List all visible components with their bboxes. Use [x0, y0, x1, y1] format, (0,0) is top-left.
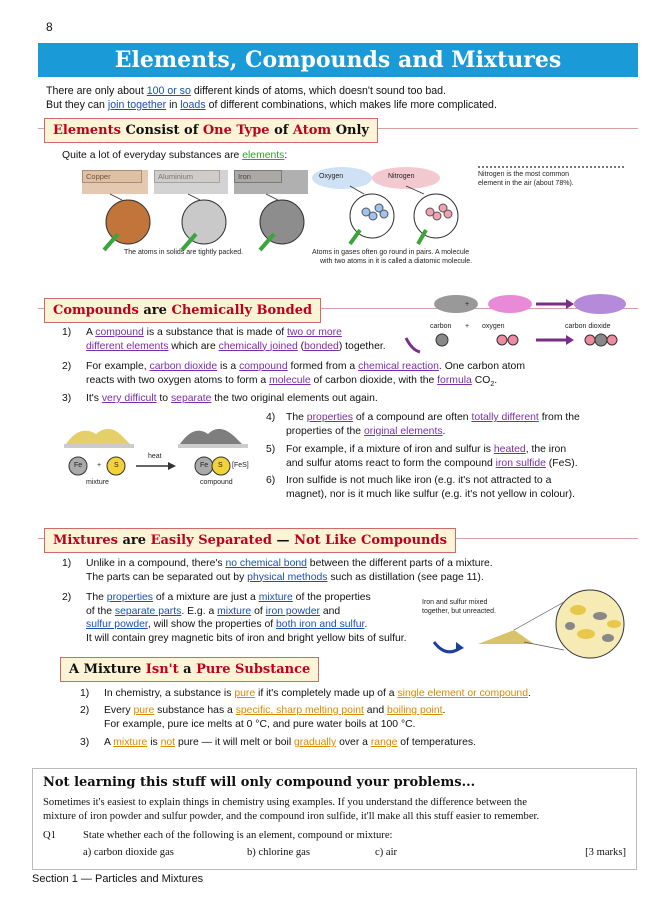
- nitrogen-label: Nitrogen: [388, 173, 415, 180]
- fes-formula-label: [FeS]: [232, 462, 249, 469]
- question-text: State whether each of the following is an element, compound or mixture:: [83, 830, 393, 841]
- compound-label: compound: [200, 479, 233, 486]
- fes-fe-label: Fe: [200, 462, 209, 469]
- pure-substance-heading: A Mixture Isn't a Pure Substance: [60, 657, 319, 682]
- nitrogen-note: Nitrogen is the most common element in the air (about 78%).: [478, 166, 624, 188]
- plus-sign: +: [97, 462, 102, 469]
- summary-body: Sometimes it's easiest to explain things in chemistry using examples. If you understand the difference between the mixture of iron powder and sulfur powder, and the compound iron sulfide, it'll make all this stuff easier to remember.: [43, 797, 540, 822]
- solid-atoms-illustration: [70, 166, 310, 246]
- iron-sulfur-mixture-illustration: [414, 586, 636, 666]
- intro-text: There are only about 100 or so different kinds of atoms, which doesn't sound too bad. But they can join together in loads of different combinations, which makes life more complicated.: [46, 85, 497, 111]
- section-footer: Section 1 — Particles and Mixtures: [32, 873, 204, 885]
- summary-heading: Not learning this stuff will only compound your problems...: [43, 775, 476, 790]
- s-atom-label: S: [114, 462, 119, 469]
- fe-atom-label: Fe: [74, 462, 83, 469]
- question-option-b: b) chlorine gas: [247, 847, 310, 858]
- mixture-diagram-caption-2: together, but unreacted.: [422, 608, 496, 615]
- summary-box: [32, 768, 637, 870]
- compounds-heading: Compounds are Chemically Bonded: [44, 298, 321, 323]
- oxygen-label: Oxygen: [319, 173, 344, 180]
- page-title: Elements, Compounds and Mixtures: [38, 43, 638, 77]
- mixture-diagram-caption-1: Iron and sulfur mixed: [422, 599, 488, 606]
- gas-caption-2: with two atoms in it is called a diatomic molecule.: [320, 258, 473, 265]
- elements-heading: Elements Consist of One Type of Atom Only: [44, 118, 378, 143]
- carbon-dioxide-label: carbon dioxide: [565, 323, 611, 330]
- carbon-label: carbon: [430, 323, 452, 330]
- heat-label: heat: [148, 453, 162, 460]
- solids-caption: The atoms in solids are tightly packed.: [124, 249, 244, 256]
- question-marks: [3 marks]: [585, 847, 626, 858]
- page-number: 8: [46, 20, 53, 34]
- question-option-a: a) carbon dioxide gas: [83, 847, 174, 858]
- gas-caption-1: Atoms in gases often go round in pairs. A molecule: [312, 249, 470, 256]
- mixture-label: mixture: [86, 479, 109, 486]
- oxygen-label: oxygen: [482, 323, 505, 330]
- plus-sign: +: [465, 301, 470, 308]
- elements-intro-line: Quite a lot of everyday substances are elements:: [62, 150, 288, 161]
- question-label: Q1: [43, 830, 56, 841]
- fes-s-label: S: [218, 462, 223, 469]
- plus-sign: +: [465, 323, 470, 330]
- mixtures-heading: Mixtures are Easily Separated — Not Like Compounds: [44, 528, 456, 553]
- question-option-c: c) air: [375, 847, 398, 858]
